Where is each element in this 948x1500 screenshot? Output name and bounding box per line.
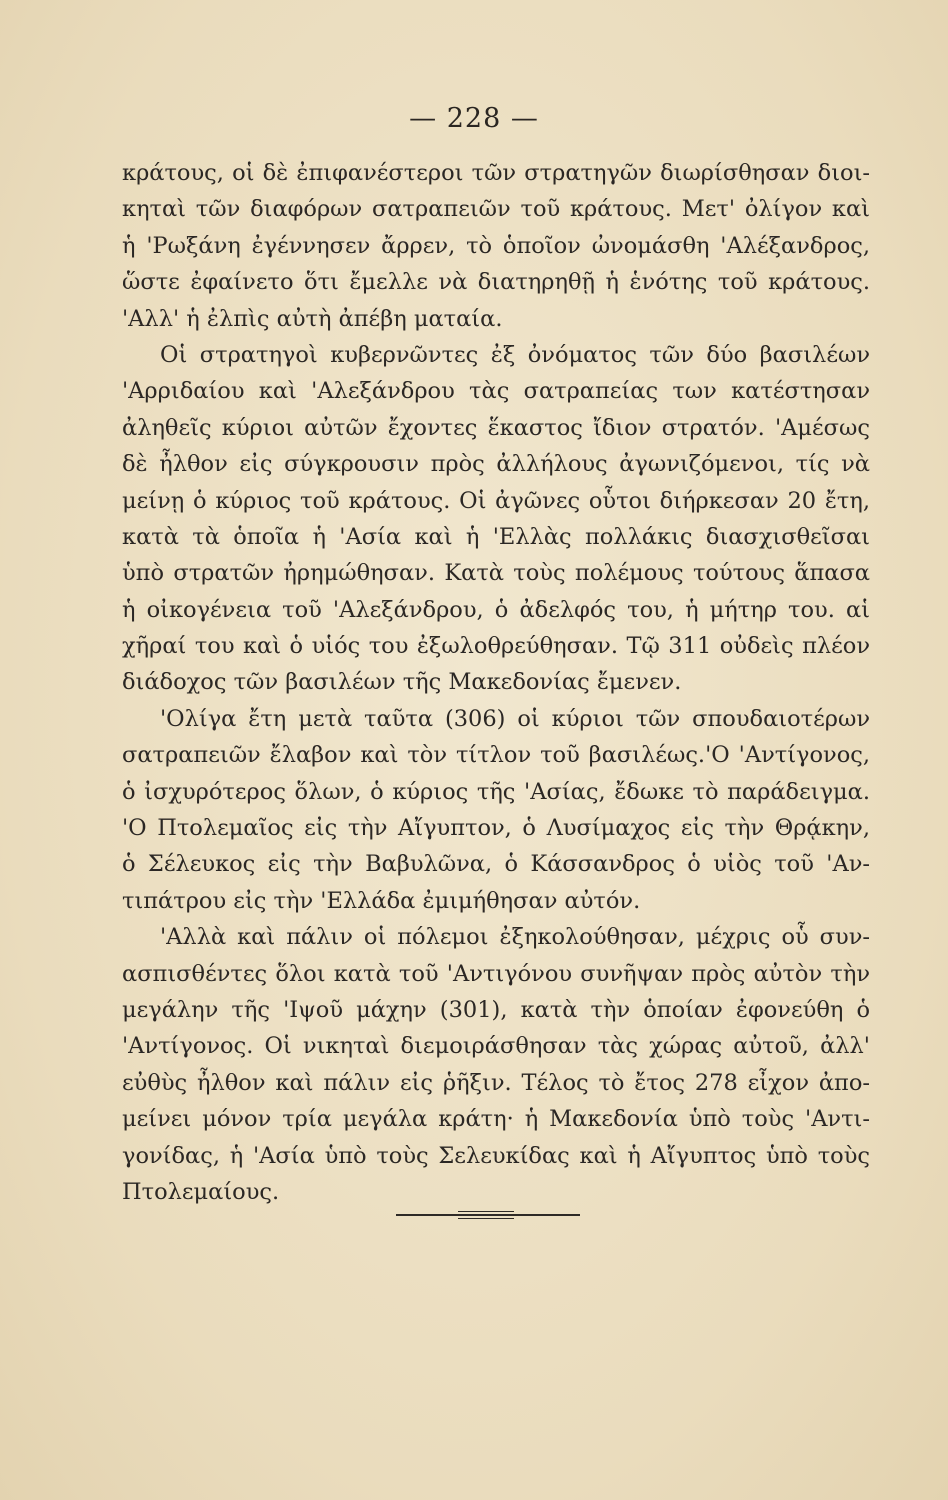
text-line: Οἱ στρατηγοὶ κυβερνῶντες ἐξ ὀνόματος τῶν δύο βασιλέων <box>160 341 870 368</box>
text-line: σατραπειῶν ἔλαβον καὶ τὸν τίτλον τοῦ βασιλέως.'Ο 'Αντίγονος, <box>122 742 870 769</box>
text-line: μείνει μόνον τρία μεγάλα κράτη· ἡ Μακεδονία ὑπὸ τοὺς 'Αντι- <box>122 1106 870 1133</box>
text-line: 'Ολίγα ἔτη μετὰ ταῦτα (306) οἱ κύριοι τῶν σπουδαιοτέρων <box>160 705 870 732</box>
text-line: τιπάτρου εἰς τὴν 'Ελλάδα ἐμιμήθησαν αὐτόν. <box>122 887 641 914</box>
text-line: ὥστε ἐφαίνετο ὅτι ἔμελλε νὰ διατηρηθῇ ἡ ἑνότης τοῦ κράτους. <box>122 269 870 296</box>
text-line: εὐθὺς ἦλθον καὶ πάλιν εἰς ῥῆξιν. Τέλος τὸ ἔτος 278 εἶχον ἀπο- <box>122 1069 870 1096</box>
text-line: κράτους, οἱ δὲ ἐπιφανέστεροι τῶν στρατηγῶν διωρίσθησαν διοι- <box>122 160 870 186</box>
text-line: κατὰ τὰ ὁποῖα ἡ 'Ασία καὶ ἡ 'Ελλὰς πολλάκις διασχισθεῖσαι <box>122 523 870 550</box>
end-rule-ornament <box>458 1211 514 1219</box>
text-line: γονίδας, ἡ 'Ασία ὑπὸ τοὺς Σελευκίδας καὶ ἡ Αἴγυπτος ὑπὸ τοὺς <box>122 1142 870 1169</box>
page-number: — 228 — <box>409 103 539 134</box>
text-line: δὲ ἦλθον εἰς σύγκρουσιν πρὸς ἀλλήλους ἀγωνιζόμενοι, τίς νὰ <box>122 451 870 478</box>
text-line: 'Αλλὰ καὶ πάλιν οἱ πόλεμοι ἐξηκολούθησαν, μέχρις οὗ συν- <box>160 924 870 951</box>
text-line: Πτολεμαίους. <box>122 1178 280 1205</box>
text-line: ὁ Σέλευκος εἰς τὴν Βαβυλῶνα, ὁ Κάσσανδρος ὁ υἱὸς τοῦ 'Αν- <box>122 851 870 878</box>
text-line: ὁ ἰσχυρότερος ὅλων, ὁ κύριος τῆς 'Ασίας, ἔδωκε τὸ παράδειγμα. <box>122 778 870 805</box>
text-line: ἡ 'Ρωξάνη ἐγέννησεν ἄρρεν, τὸ ὁποῖον ὠνομάσθη 'Αλέξανδρος, <box>122 232 870 259</box>
text-line: ὑπὸ στρατῶν ἠρημώθησαν. Κατὰ τοὺς πολέμους τούτους ἅπασα <box>122 560 870 587</box>
text-line: χῆραί του καὶ ὁ υἱός του ἐξωλοθρεύθησαν. Τῷ 311 οὐδεὶς πλέον <box>122 633 870 660</box>
text-line: ἡ οἰκογένεια τοῦ 'Αλεξάνδρου, ὁ ἀδελφός του, ἡ μήτηρ του. αἱ <box>122 596 870 623</box>
body-text <box>122 155 870 1210</box>
text-line: μεγάλην τῆς 'Ιψοῦ μάχην (301), κατὰ τὴν ὁποίαν ἐφονεύθη ὁ <box>122 996 870 1023</box>
text-line: κηταὶ τῶν διαφόρων σατραπειῶν τοῦ κράτους. Μετ' ὀλίγον καὶ <box>122 196 870 223</box>
text-line: 'Ο Πτολεμαῖος εἰς τὴν Αἴγυπτον, ὁ Λυσίμαχος εἰς τὴν Θρᾴκην, <box>122 815 870 842</box>
text-line: ἀληθεῖς κύριοι αὐτῶν ἔχοντες ἕκαστος ἴδιον στρατόν. 'Αμέσως <box>122 414 870 441</box>
text-line: ασπισθέντες ὅλοι κατὰ τοῦ 'Αντιγόνου συνῆψαν πρὸς αὐτὸν τὴν <box>122 960 870 987</box>
text-line: 'Αλλ' ἡ ἐλπὶς αὐτὴ ἀπέβη ματαία. <box>122 305 503 332</box>
text-line: 'Αρριδαίου καὶ 'Αλεξάνδρου τὰς σατραπείας των κατέστησαν <box>122 378 870 405</box>
text-line: διάδοχος τῶν βασιλέων τῆς Μακεδονίας ἔμενεν. <box>122 669 682 696</box>
text-line: μείνῃ ὁ κύριος τοῦ κράτους. Οἱ ἀγῶνες οὗτοι διήρκεσαν 20 ἔτη, <box>122 487 870 514</box>
text-line: 'Αντίγονος. Οἱ νικηταὶ διεμοιράσθησαν τὰς χώρας αὐτοῦ, ἀλλ' <box>122 1033 870 1060</box>
